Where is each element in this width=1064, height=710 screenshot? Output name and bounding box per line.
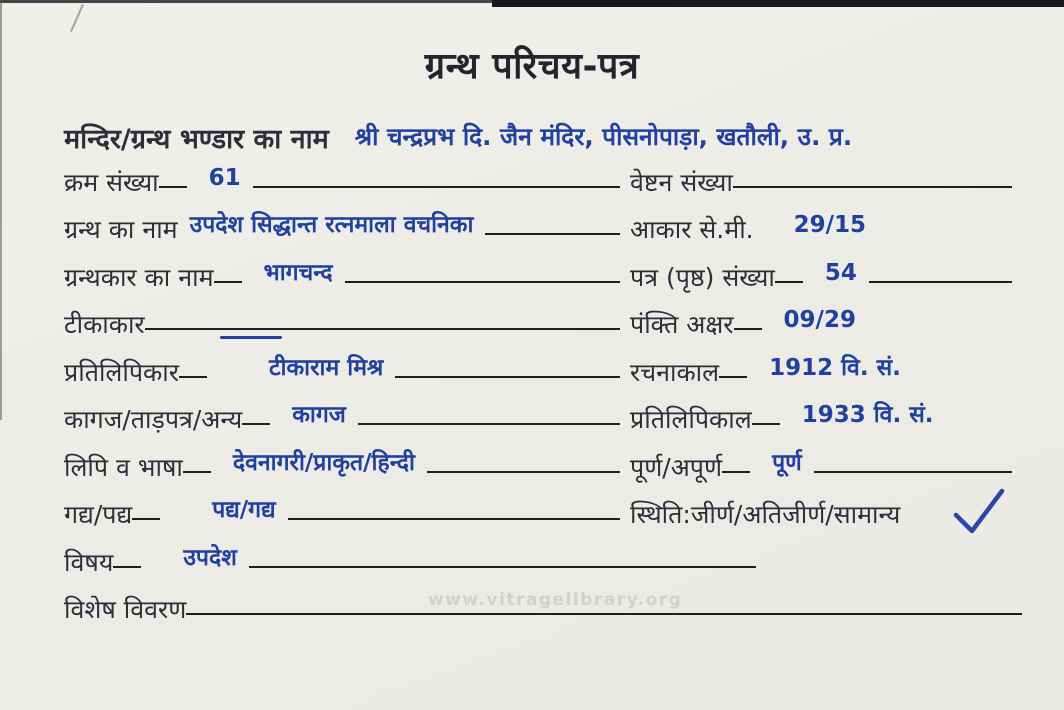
rule-dash (242, 423, 270, 425)
ruled-line (814, 471, 1012, 473)
field-value: देवनागरी/प्राकृत/हिन्दी (232, 449, 415, 476)
field-label: विशेष विवरण (64, 595, 187, 625)
field-value: पद्य/गद्य (212, 497, 276, 524)
field-label: रचनाकाल (630, 357, 720, 387)
form-row (64, 544, 756, 595)
form-row (64, 404, 1012, 452)
ruled-line (869, 281, 1012, 283)
rule-dash (179, 376, 207, 378)
field-value: 09/29 (783, 307, 856, 334)
form-row (64, 259, 1012, 310)
field-label: गद्य/पद्य (64, 500, 133, 530)
field-label: प्रतिलिपिकार (64, 357, 179, 387)
ink-dash-mark (220, 336, 282, 339)
rule-dash (752, 423, 780, 425)
script-language-field (64, 449, 620, 500)
field-value: 54 (824, 259, 857, 286)
page-count-field (620, 259, 1012, 310)
form-title: ग्रन्थ परिचय-पत्र (424, 46, 640, 87)
author-name-field (64, 259, 620, 310)
rule-dash (113, 566, 141, 568)
ruled-line (395, 376, 620, 378)
field-value: कागज (292, 402, 346, 429)
size-cm-field (620, 214, 1012, 262)
field-value: टीकाराम मिश्र (268, 354, 384, 381)
field-value: पूर्ण (772, 449, 802, 476)
form-body (0, 89, 1064, 642)
book-title-field (64, 214, 620, 262)
field-label: कागज/ताड़पत्र/अन्य (64, 405, 243, 435)
field-label: क्रम संख्या (64, 167, 159, 197)
commentator-field (64, 309, 620, 357)
ruled-line (249, 566, 756, 568)
form-row (64, 499, 1012, 547)
scan-artifact-top-edge-right (492, 0, 1064, 7)
field-value: उपदेश (183, 544, 237, 571)
rule-dash (132, 518, 160, 520)
field-value: 1912 वि. सं. (769, 354, 901, 381)
ruled-line (485, 233, 620, 235)
scribe-field (64, 354, 620, 405)
field-value: 61 (208, 164, 241, 191)
rule-dash (775, 281, 803, 283)
ruled-line (345, 281, 620, 283)
field-value: 1933 वि. सं. (801, 402, 934, 429)
rule-dash (719, 376, 747, 378)
scan-artifact-left-edge (0, 0, 2, 420)
rule-dash (734, 328, 762, 330)
field-value: श्री चन्द्रप्रभ दि. जैन मंदिर, पीसनोपाड़ा, खतौली, उ. प्र. (354, 122, 853, 151)
field-label: आकार से.मी. (630, 215, 754, 245)
bundle-number-field (620, 167, 1012, 215)
form-row (64, 214, 1012, 262)
checkmark-icon (950, 487, 1008, 539)
field-label: विषय (64, 547, 114, 577)
condition-field (620, 499, 1012, 547)
ruled-line (288, 518, 620, 520)
ruled-line (427, 471, 620, 473)
field-label: ग्रन्थ का नाम (64, 215, 178, 245)
field-label: पत्र (पृष्ठ) संख्या (630, 262, 775, 292)
lines-letters-field (620, 309, 1012, 357)
field-value: भागचन्द (263, 259, 333, 286)
ruled-line (358, 423, 620, 425)
ruled-line (253, 186, 620, 188)
form-row (64, 309, 1012, 357)
field-label: वेष्टन संख्या (630, 167, 733, 197)
ruled-line (186, 613, 1022, 615)
field-label: पंक्ति अक्षर (630, 310, 734, 340)
composition-date-field (620, 354, 1012, 405)
field-label: पूर्ण/अपूर्ण (630, 452, 723, 482)
copy-date-field (620, 404, 1012, 452)
rule-dash (159, 186, 187, 188)
form-row (64, 449, 1012, 500)
form-row (64, 164, 1012, 215)
field-value: उपदेश सिद्धान्त रत्नमाला वचनिका (189, 212, 474, 239)
field-label: मन्दिर/ग्रन्थ भण्डार का नाम (64, 124, 329, 155)
form-row (64, 354, 1012, 405)
field-label: ग्रन्थकार का नाम (64, 262, 214, 292)
repository-name-field (64, 123, 1012, 157)
rule-dash (214, 281, 242, 283)
prose-verse-field (64, 499, 620, 547)
field-label: स्थिति:जीर्ण/अतिजीर्ण/सामान्य (630, 500, 901, 530)
rule-dash (722, 471, 750, 473)
ruled-line (145, 328, 620, 330)
watermark-text: www.vitragelibrary.org (428, 590, 683, 610)
field-label: टीकाकार (64, 310, 145, 340)
field-label: प्रतिलिपिकाल (630, 405, 752, 435)
ruled-line (733, 186, 1012, 188)
material-field (64, 404, 620, 452)
field-value: 29/15 (793, 212, 867, 239)
subject-field (64, 544, 756, 595)
serial-number-field (64, 164, 620, 215)
field-label: लिपि व भाषा (64, 452, 183, 482)
rule-dash (183, 471, 211, 473)
